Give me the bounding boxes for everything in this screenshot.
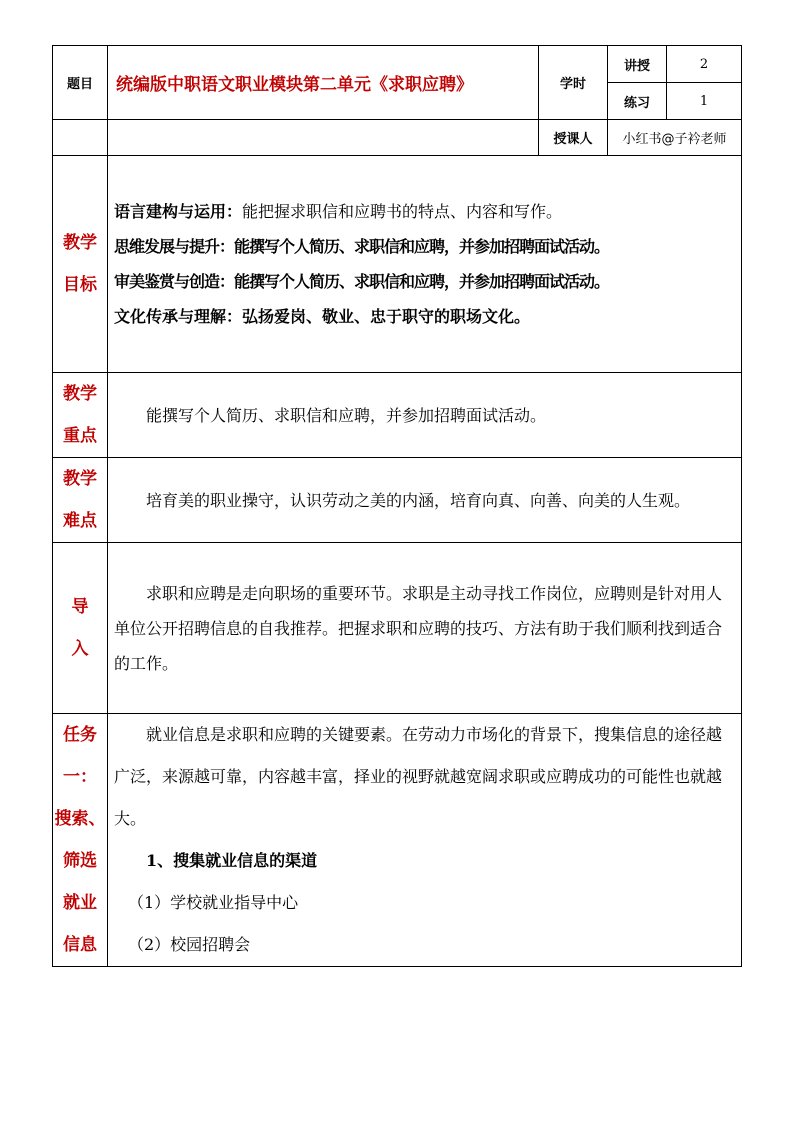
key-points-label: 教学 重点 <box>53 373 108 458</box>
list-item: （1）学校就业指导中心 <box>128 893 299 912</box>
difficulties-label: 教学 难点 <box>53 458 108 543</box>
lecture-label: 讲授 <box>608 46 667 83</box>
objective-item: 思维发展与提升：能撰写个人简历、求职信和应聘，并参加招聘面试活动。 <box>114 237 610 256</box>
intro-content: 求职和应聘是走向职场的重要环节。求职是主动寻找工作岗位，应聘则是针对用人单位公开招聘信息的自我推荐。把握求职和应聘的技巧、方法有助于我们顺利找到适合的工作。 <box>108 543 742 714</box>
list-item: （2）校园招聘会 <box>128 935 251 954</box>
objective-item: 审美鉴赏与创造：能撰写个人简历、求职信和应聘，并参加招聘面试活动。 <box>114 272 610 291</box>
objectives-content <box>108 156 742 373</box>
objectives-label: 教学 目标 <box>53 156 108 373</box>
intro-label: 导 入 <box>53 543 108 714</box>
task1-paragraph: 就业信息是求职和应聘的关键要素。在劳动力市场化的背景下，搜集信息的途径越广泛，来源越可靠，内容越丰富，择业的视野就越宽阔求职或应聘成功的可能性也就越大。 <box>114 725 723 828</box>
blank-cell <box>53 120 108 156</box>
task1-label: 任务 一： 搜索、 筛选 就业 信息 <box>53 714 108 967</box>
difficulties-content: 培育美的职业操守，认识劳动之美的内涵，培育向真、向善、向美的人生观。 <box>108 458 742 543</box>
teacher-label: 授课人 <box>539 120 608 156</box>
lesson-topic: 统编版中职语文职业模块第二单元《求职应聘》 <box>108 46 539 120</box>
task1-content <box>108 714 742 967</box>
hours-label: 学时 <box>539 46 608 120</box>
lecture-hours-value: 2 <box>667 46 742 83</box>
key-points-content: 能撰写个人简历、求职信和应聘，并参加招聘面试活动。 <box>108 373 742 458</box>
practice-hours-value: 1 <box>667 83 742 120</box>
lesson-plan-table <box>52 45 742 967</box>
objective-item: 语言建构与运用：能把握求职信和应聘书的特点、内容和写作。 <box>114 202 563 221</box>
title-label: 题目 <box>53 46 108 120</box>
practice-label: 练习 <box>608 83 667 120</box>
task1-heading: 1、搜集就业信息的渠道 <box>146 851 318 870</box>
blank-cell <box>108 120 539 156</box>
teacher-name: 小红书@子衿老师 <box>608 120 742 156</box>
objective-item: 文化传承与理解：弘扬爱岗、敬业、忠于职守的职场文化。 <box>114 307 531 326</box>
